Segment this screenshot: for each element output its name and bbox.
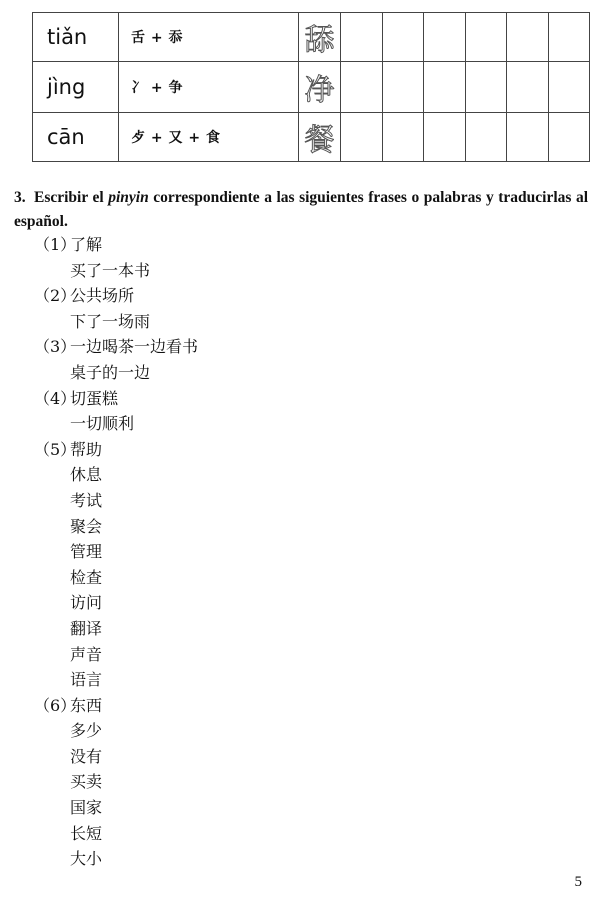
instruction-emphasis: pinyin xyxy=(108,189,149,206)
table-row xyxy=(33,113,590,162)
phrase: 一边喝茶一边看书 xyxy=(70,337,199,357)
list-item xyxy=(34,616,574,642)
instruction-text: correspondiente a las siguientes frases o palabras y traducirlas al español. xyxy=(14,189,589,230)
practice-box xyxy=(507,13,549,62)
practice-box xyxy=(548,62,590,113)
practice-box xyxy=(465,62,507,113)
list-item xyxy=(34,718,574,744)
practice-box xyxy=(465,13,507,62)
group-label: （1） xyxy=(34,235,77,254)
group-label: （3） xyxy=(34,337,77,357)
phrase: 买了一本书 xyxy=(70,260,151,280)
practice-box xyxy=(507,113,549,162)
practice-box xyxy=(507,62,549,113)
practice-box xyxy=(341,13,383,62)
list-item xyxy=(34,744,574,770)
model-character-cell: 舔 xyxy=(299,13,341,62)
character-practice-table xyxy=(32,12,590,162)
list-item xyxy=(34,514,574,540)
exercise-number: 3. xyxy=(14,189,26,206)
model-character-cell: 净 xyxy=(299,62,341,113)
list-item xyxy=(34,309,574,335)
list-item xyxy=(34,411,574,437)
practice-box xyxy=(548,113,590,162)
list-item xyxy=(34,258,574,284)
phrase: 桌子的一边 xyxy=(70,362,151,382)
list-item xyxy=(34,642,574,668)
pinyin-cell: cān xyxy=(33,113,119,162)
list-item xyxy=(34,769,574,795)
phrase: 语言 xyxy=(70,670,103,690)
group-label: （4） xyxy=(34,388,77,408)
group-label: （2） xyxy=(34,286,77,306)
phrase: 翻译 xyxy=(70,618,103,638)
components-cell: 歺 + 又 + 食 xyxy=(119,113,299,162)
instruction-text: Escribir el xyxy=(34,189,109,206)
exercise-items xyxy=(34,232,574,872)
phrase: 一切顺利 xyxy=(70,414,135,434)
pinyin-cell: jìng xyxy=(33,62,119,113)
list-item xyxy=(34,232,574,258)
practice-box xyxy=(548,13,590,62)
group-label: （6） xyxy=(34,695,77,715)
practice-box xyxy=(424,62,466,113)
practice-box xyxy=(424,113,466,162)
phrase: 休息 xyxy=(70,465,103,485)
components-cell: 舌 + 忝 xyxy=(119,13,299,62)
list-item xyxy=(34,283,574,309)
list-item xyxy=(34,795,574,821)
components-cell: 冫 + 争 xyxy=(119,62,299,113)
list-item xyxy=(34,667,574,693)
list-item xyxy=(34,693,574,719)
phrase: 声音 xyxy=(70,644,103,664)
phrase: 下了一场雨 xyxy=(70,311,151,331)
practice-box xyxy=(465,113,507,162)
phrase: 考试 xyxy=(70,490,103,510)
phrase: 公共场所 xyxy=(70,286,135,306)
phrase: 切蛋糕 xyxy=(70,388,119,408)
practice-box xyxy=(424,13,466,62)
phrase: 聚会 xyxy=(70,516,103,536)
phrase: 了解 xyxy=(70,235,103,254)
list-item xyxy=(34,437,574,463)
pinyin-cell: tiǎn xyxy=(33,13,119,62)
list-item xyxy=(34,565,574,591)
phrase: 帮助 xyxy=(70,439,103,459)
phrase: 没有 xyxy=(70,746,103,766)
phrase: 检查 xyxy=(70,567,103,587)
list-item xyxy=(34,488,574,514)
page-number: 5 xyxy=(574,874,582,890)
phrase: 访问 xyxy=(70,593,103,613)
group-label: （5） xyxy=(34,439,77,459)
phrase: 东西 xyxy=(70,695,103,715)
table-row xyxy=(33,62,590,113)
phrase: 国家 xyxy=(70,798,103,818)
list-item xyxy=(34,462,574,488)
exercise-instruction xyxy=(14,186,588,234)
practice-box xyxy=(382,113,424,162)
list-item xyxy=(34,386,574,412)
phrase: 多少 xyxy=(70,721,103,741)
list-item xyxy=(34,846,574,872)
phrase: 买卖 xyxy=(70,772,103,792)
phrase: 长短 xyxy=(70,823,103,843)
practice-box xyxy=(382,62,424,113)
practice-box xyxy=(341,113,383,162)
phrase: 大小 xyxy=(70,849,103,869)
table-row xyxy=(33,13,590,62)
list-item xyxy=(34,334,574,360)
list-item xyxy=(34,360,574,386)
phrase: 管理 xyxy=(70,542,103,562)
list-item xyxy=(34,821,574,847)
list-item xyxy=(34,539,574,565)
practice-box xyxy=(382,13,424,62)
list-item xyxy=(34,590,574,616)
practice-box xyxy=(341,62,383,113)
model-character-cell: 餐 xyxy=(299,113,341,162)
